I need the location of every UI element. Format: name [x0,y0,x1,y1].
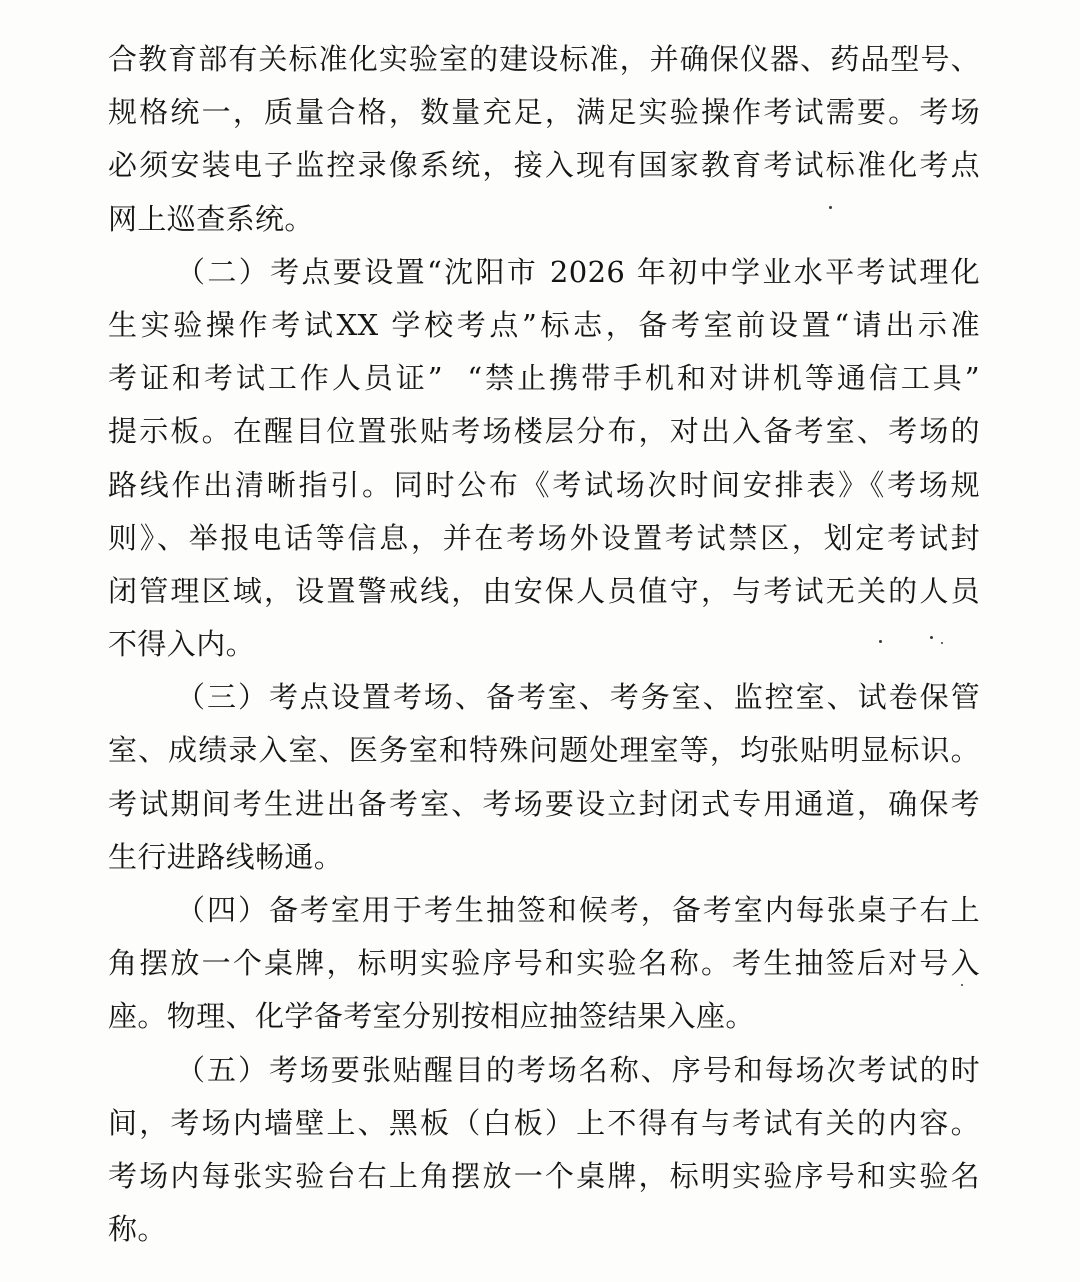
paragraph-section-4 [108,884,980,1044]
scan-speck [829,206,832,209]
paragraph-section-3 [108,671,980,884]
text-line: 称。 [108,1212,167,1247]
paragraph-section-5 [108,1044,980,1257]
scan-speck [930,636,933,639]
scan-speck [879,640,882,643]
text-line: 座。物理、化学备考室分别按相应抽签结果入座。 [108,999,755,1034]
text-line: 不得入内。 [108,627,256,662]
text-line: 间，考场内墙壁上、黑板（白板）上不得有与考试有关的内容。 [108,1105,980,1140]
text-line: 则》、举报电话等信息，并在考场外设置考试禁区，划定考试封 [108,520,980,555]
text-line: 必须安装电子监控录像系统，接入现有国家教育考试标准化考点 [108,148,980,183]
scan-speck [941,642,943,644]
text-line: （二）考点要设置“沈阳市 2026 年初中学业水平考试理化 [176,254,980,289]
text-line: 考试期间考生进出备考室、考场要设立封闭式专用通道，确保考 [108,786,980,821]
text-line: 角摆放一个桌牌，标明实验序号和实验名称。考生抽签后对号入 [108,946,980,981]
text-line: （五）考场要张贴醒目的考场名称、序号和每场次考试的时 [176,1052,980,1087]
document-body [108,33,980,1256]
text-line: 考证和考试工作人员证” “禁止携带手机和对讲机等通信工具” [108,361,980,396]
text-line: 提示板。在醒目位置张贴考场楼层分布，对出入备考室、考场的 [108,414,980,449]
text-line: 生实验操作考试XX 学校考点”标志，备考室前设置“请出示准 [108,307,980,342]
text-line: 规格统一，质量合格，数量充足，满足实验操作考试需要。考场 [108,95,980,130]
text-line: （三）考点设置考场、备考室、考务室、监控室、试卷保管 [176,680,980,715]
text-line: 室、成绩录入室、医务室和特殊问题处理室等，均张贴明显标识。 [108,733,980,768]
text-line: 网上巡查系统。 [108,201,314,236]
paragraph-continued [108,33,980,246]
text-line: 闭管理区域，设置警戒线，由安保人员值守，与考试无关的人员 [108,573,980,608]
text-line: 生行进路线畅通。 [108,839,344,874]
text-line: 合教育部有关标准化实验室的建设标准，并确保仪器、药品型号、 [108,42,980,76]
paragraph-section-2 [108,246,980,672]
scan-speck [961,984,963,986]
text-line: （四）备考室用于考生抽签和候考，备考室内每张桌子右上 [176,893,980,927]
text-line: 考场内每张实验台右上角摆放一个桌牌，标明实验序号和实验名 [108,1158,980,1193]
text-line: 路线作出清晰指引。同时公布《考试场次时间安排表》《考场规 [108,467,980,502]
